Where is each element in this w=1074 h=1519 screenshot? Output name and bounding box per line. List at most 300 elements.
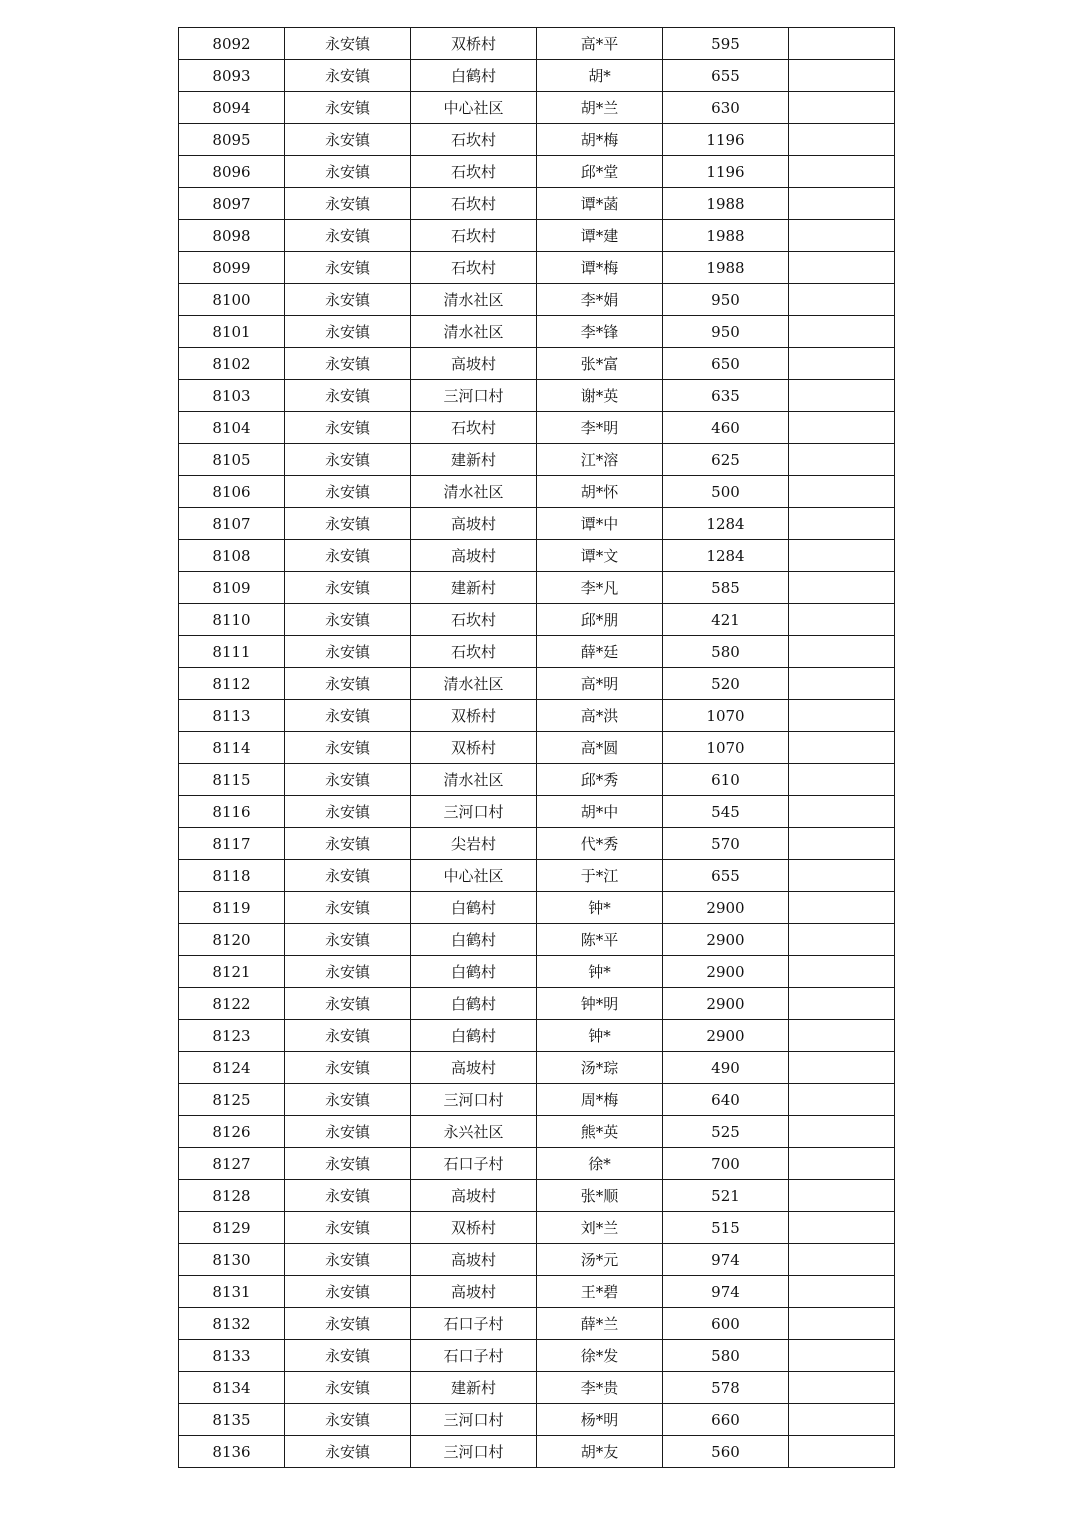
amount-cell: 1988	[663, 188, 789, 220]
table-row	[179, 1372, 895, 1404]
remark-cell	[789, 60, 895, 92]
table-row	[179, 348, 895, 380]
serial-number-cell: 8111	[179, 636, 285, 668]
town-cell: 永安镇	[285, 380, 411, 412]
village-cell: 石坎村	[411, 636, 537, 668]
name-cell: 杨*明	[537, 1404, 663, 1436]
remark-cell	[789, 508, 895, 540]
name-cell: 熊*英	[537, 1116, 663, 1148]
name-cell: 胡*兰	[537, 92, 663, 124]
town-cell: 永安镇	[285, 508, 411, 540]
village-cell: 双桥村	[411, 732, 537, 764]
name-cell: 刘*兰	[537, 1212, 663, 1244]
amount-cell: 640	[663, 1084, 789, 1116]
town-cell: 永安镇	[285, 1372, 411, 1404]
table-row	[179, 956, 895, 988]
serial-number-cell: 8109	[179, 572, 285, 604]
amount-cell: 655	[663, 860, 789, 892]
serial-number-cell: 8129	[179, 1212, 285, 1244]
serial-number-cell: 8131	[179, 1276, 285, 1308]
remark-cell	[789, 1436, 895, 1468]
name-cell: 张*富	[537, 348, 663, 380]
serial-number-cell: 8092	[179, 28, 285, 60]
remark-cell	[789, 92, 895, 124]
town-cell: 永安镇	[285, 60, 411, 92]
amount-cell: 521	[663, 1180, 789, 1212]
amount-cell: 700	[663, 1148, 789, 1180]
serial-number-cell: 8130	[179, 1244, 285, 1276]
remark-cell	[789, 1308, 895, 1340]
name-cell: 江*溶	[537, 444, 663, 476]
table-row	[179, 284, 895, 316]
town-cell: 永安镇	[285, 124, 411, 156]
serial-number-cell: 8110	[179, 604, 285, 636]
village-cell: 中心社区	[411, 860, 537, 892]
town-cell: 永安镇	[285, 540, 411, 572]
town-cell: 永安镇	[285, 1244, 411, 1276]
serial-number-cell: 8133	[179, 1340, 285, 1372]
serial-number-cell: 8120	[179, 924, 285, 956]
village-cell: 三河口村	[411, 1436, 537, 1468]
remark-cell	[789, 956, 895, 988]
town-cell: 永安镇	[285, 956, 411, 988]
table-row	[179, 892, 895, 924]
remark-cell	[789, 540, 895, 572]
name-cell: 胡*中	[537, 796, 663, 828]
remark-cell	[789, 860, 895, 892]
table-body	[179, 28, 895, 1468]
remark-cell	[789, 892, 895, 924]
name-cell: 高*平	[537, 28, 663, 60]
name-cell: 李*娟	[537, 284, 663, 316]
amount-cell: 1070	[663, 732, 789, 764]
table-row	[179, 380, 895, 412]
town-cell: 永安镇	[285, 1180, 411, 1212]
village-cell: 白鹤村	[411, 60, 537, 92]
table-row	[179, 1020, 895, 1052]
serial-number-cell: 8113	[179, 700, 285, 732]
town-cell: 永安镇	[285, 1340, 411, 1372]
remark-cell	[789, 1052, 895, 1084]
name-cell: 胡*友	[537, 1436, 663, 1468]
town-cell: 永安镇	[285, 284, 411, 316]
remark-cell	[789, 636, 895, 668]
remark-cell	[789, 316, 895, 348]
amount-cell: 600	[663, 1308, 789, 1340]
village-cell: 清水社区	[411, 476, 537, 508]
remark-cell	[789, 700, 895, 732]
remark-cell	[789, 1084, 895, 1116]
remark-cell	[789, 412, 895, 444]
serial-number-cell: 8126	[179, 1116, 285, 1148]
table-row	[179, 60, 895, 92]
village-cell: 高坡村	[411, 1276, 537, 1308]
remark-cell	[789, 1340, 895, 1372]
remark-cell	[789, 1180, 895, 1212]
amount-cell: 610	[663, 764, 789, 796]
village-cell: 双桥村	[411, 1212, 537, 1244]
village-cell: 双桥村	[411, 700, 537, 732]
village-cell: 石坎村	[411, 156, 537, 188]
town-cell: 永安镇	[285, 988, 411, 1020]
table-row	[179, 1276, 895, 1308]
village-cell: 三河口村	[411, 1404, 537, 1436]
name-cell: 徐*	[537, 1148, 663, 1180]
table-row	[179, 1308, 895, 1340]
data-table	[178, 27, 895, 1468]
serial-number-cell: 8094	[179, 92, 285, 124]
amount-cell: 578	[663, 1372, 789, 1404]
village-cell: 石口子村	[411, 1340, 537, 1372]
remark-cell	[789, 1404, 895, 1436]
town-cell: 永安镇	[285, 1116, 411, 1148]
table-row	[179, 252, 895, 284]
town-cell: 永安镇	[285, 252, 411, 284]
serial-number-cell: 8121	[179, 956, 285, 988]
table-row	[179, 92, 895, 124]
serial-number-cell: 8104	[179, 412, 285, 444]
town-cell: 永安镇	[285, 1308, 411, 1340]
village-cell: 高坡村	[411, 1052, 537, 1084]
town-cell: 永安镇	[285, 668, 411, 700]
village-cell: 清水社区	[411, 316, 537, 348]
serial-number-cell: 8093	[179, 60, 285, 92]
table-row	[179, 988, 895, 1020]
table-row	[179, 668, 895, 700]
village-cell: 高坡村	[411, 508, 537, 540]
village-cell: 建新村	[411, 1372, 537, 1404]
table-row	[179, 1116, 895, 1148]
town-cell: 永安镇	[285, 828, 411, 860]
serial-number-cell: 8114	[179, 732, 285, 764]
name-cell: 钟*明	[537, 988, 663, 1020]
village-cell: 建新村	[411, 572, 537, 604]
amount-cell: 660	[663, 1404, 789, 1436]
name-cell: 谭*中	[537, 508, 663, 540]
amount-cell: 525	[663, 1116, 789, 1148]
town-cell: 永安镇	[285, 764, 411, 796]
name-cell: 高*明	[537, 668, 663, 700]
village-cell: 三河口村	[411, 796, 537, 828]
table-row	[179, 924, 895, 956]
village-cell: 石口子村	[411, 1308, 537, 1340]
town-cell: 永安镇	[285, 28, 411, 60]
serial-number-cell: 8135	[179, 1404, 285, 1436]
amount-cell: 650	[663, 348, 789, 380]
town-cell: 永安镇	[285, 1436, 411, 1468]
serial-number-cell: 8097	[179, 188, 285, 220]
table-row	[179, 828, 895, 860]
remark-cell	[789, 444, 895, 476]
serial-number-cell: 8100	[179, 284, 285, 316]
remark-cell	[789, 988, 895, 1020]
serial-number-cell: 8123	[179, 1020, 285, 1052]
amount-cell: 460	[663, 412, 789, 444]
village-cell: 高坡村	[411, 1180, 537, 1212]
town-cell: 永安镇	[285, 860, 411, 892]
remark-cell	[789, 476, 895, 508]
serial-number-cell: 8117	[179, 828, 285, 860]
name-cell: 谭*建	[537, 220, 663, 252]
village-cell: 石坎村	[411, 412, 537, 444]
serial-number-cell: 8095	[179, 124, 285, 156]
name-cell: 薛*兰	[537, 1308, 663, 1340]
village-cell: 高坡村	[411, 348, 537, 380]
table-row	[179, 444, 895, 476]
remark-cell	[789, 252, 895, 284]
remark-cell	[789, 732, 895, 764]
name-cell: 邱*秀	[537, 764, 663, 796]
village-cell: 白鹤村	[411, 1020, 537, 1052]
name-cell: 陈*平	[537, 924, 663, 956]
serial-number-cell: 8096	[179, 156, 285, 188]
remark-cell	[789, 764, 895, 796]
name-cell: 钟*	[537, 1020, 663, 1052]
amount-cell: 625	[663, 444, 789, 476]
remark-cell	[789, 1372, 895, 1404]
amount-cell: 2900	[663, 956, 789, 988]
town-cell: 永安镇	[285, 1052, 411, 1084]
remark-cell	[789, 220, 895, 252]
table-row	[179, 860, 895, 892]
name-cell: 李*明	[537, 412, 663, 444]
village-cell: 高坡村	[411, 540, 537, 572]
table-row	[179, 188, 895, 220]
serial-number-cell: 8101	[179, 316, 285, 348]
town-cell: 永安镇	[285, 636, 411, 668]
name-cell: 汤*琮	[537, 1052, 663, 1084]
table-row	[179, 1052, 895, 1084]
name-cell: 谭*菡	[537, 188, 663, 220]
village-cell: 石坎村	[411, 124, 537, 156]
name-cell: 高*圆	[537, 732, 663, 764]
name-cell: 谭*文	[537, 540, 663, 572]
table-row	[179, 476, 895, 508]
table-row	[179, 316, 895, 348]
name-cell: 谢*英	[537, 380, 663, 412]
serial-number-cell: 8106	[179, 476, 285, 508]
amount-cell: 655	[663, 60, 789, 92]
village-cell: 清水社区	[411, 284, 537, 316]
table-row	[179, 700, 895, 732]
serial-number-cell: 8112	[179, 668, 285, 700]
amount-cell: 580	[663, 636, 789, 668]
village-cell: 石坎村	[411, 252, 537, 284]
table-row	[179, 732, 895, 764]
amount-cell: 545	[663, 796, 789, 828]
serial-number-cell: 8107	[179, 508, 285, 540]
town-cell: 永安镇	[285, 92, 411, 124]
village-cell: 石坎村	[411, 188, 537, 220]
serial-number-cell: 8124	[179, 1052, 285, 1084]
village-cell: 三河口村	[411, 380, 537, 412]
serial-number-cell: 8098	[179, 220, 285, 252]
remark-cell	[789, 924, 895, 956]
village-cell: 高坡村	[411, 1244, 537, 1276]
town-cell: 永安镇	[285, 924, 411, 956]
amount-cell: 580	[663, 1340, 789, 1372]
serial-number-cell: 8115	[179, 764, 285, 796]
name-cell: 张*顺	[537, 1180, 663, 1212]
town-cell: 永安镇	[285, 1020, 411, 1052]
village-cell: 清水社区	[411, 764, 537, 796]
serial-number-cell: 8103	[179, 380, 285, 412]
table-row	[179, 796, 895, 828]
table-row	[179, 1180, 895, 1212]
amount-cell: 520	[663, 668, 789, 700]
town-cell: 永安镇	[285, 732, 411, 764]
village-cell: 清水社区	[411, 668, 537, 700]
town-cell: 永安镇	[285, 220, 411, 252]
table-row	[179, 1436, 895, 1468]
serial-number-cell: 8119	[179, 892, 285, 924]
amount-cell: 635	[663, 380, 789, 412]
town-cell: 永安镇	[285, 1404, 411, 1436]
table-row	[179, 28, 895, 60]
name-cell: 汤*元	[537, 1244, 663, 1276]
remark-cell	[789, 188, 895, 220]
serial-number-cell: 8132	[179, 1308, 285, 1340]
remark-cell	[789, 380, 895, 412]
name-cell: 钟*	[537, 892, 663, 924]
serial-number-cell: 8102	[179, 348, 285, 380]
name-cell: 胡*	[537, 60, 663, 92]
amount-cell: 630	[663, 92, 789, 124]
serial-number-cell: 8099	[179, 252, 285, 284]
remark-cell	[789, 828, 895, 860]
name-cell: 李*锋	[537, 316, 663, 348]
name-cell: 邱*朋	[537, 604, 663, 636]
amount-cell: 570	[663, 828, 789, 860]
amount-cell: 490	[663, 1052, 789, 1084]
table-row	[179, 1340, 895, 1372]
remark-cell	[789, 1116, 895, 1148]
town-cell: 永安镇	[285, 892, 411, 924]
name-cell: 胡*梅	[537, 124, 663, 156]
table-row	[179, 412, 895, 444]
amount-cell: 585	[663, 572, 789, 604]
amount-cell: 560	[663, 1436, 789, 1468]
amount-cell: 1196	[663, 124, 789, 156]
name-cell: 李*贵	[537, 1372, 663, 1404]
town-cell: 永安镇	[285, 348, 411, 380]
serial-number-cell: 8118	[179, 860, 285, 892]
amount-cell: 1988	[663, 252, 789, 284]
amount-cell: 2900	[663, 988, 789, 1020]
town-cell: 永安镇	[285, 188, 411, 220]
table-row	[179, 572, 895, 604]
town-cell: 永安镇	[285, 1276, 411, 1308]
remark-cell	[789, 1020, 895, 1052]
table-row	[179, 540, 895, 572]
amount-cell: 1070	[663, 700, 789, 732]
table-row	[179, 508, 895, 540]
amount-cell: 974	[663, 1244, 789, 1276]
amount-cell: 950	[663, 284, 789, 316]
name-cell: 胡*怀	[537, 476, 663, 508]
serial-number-cell: 8105	[179, 444, 285, 476]
amount-cell: 500	[663, 476, 789, 508]
village-cell: 尖岩村	[411, 828, 537, 860]
table-row	[179, 1244, 895, 1276]
name-cell: 于*江	[537, 860, 663, 892]
name-cell: 谭*梅	[537, 252, 663, 284]
town-cell: 永安镇	[285, 316, 411, 348]
amount-cell: 950	[663, 316, 789, 348]
amount-cell: 515	[663, 1212, 789, 1244]
amount-cell: 2900	[663, 892, 789, 924]
town-cell: 永安镇	[285, 1148, 411, 1180]
remark-cell	[789, 348, 895, 380]
amount-cell: 595	[663, 28, 789, 60]
table-row	[179, 764, 895, 796]
remark-cell	[789, 1212, 895, 1244]
amount-cell: 2900	[663, 924, 789, 956]
name-cell: 徐*发	[537, 1340, 663, 1372]
name-cell: 代*秀	[537, 828, 663, 860]
table-row	[179, 604, 895, 636]
name-cell: 李*凡	[537, 572, 663, 604]
name-cell: 高*洪	[537, 700, 663, 732]
town-cell: 永安镇	[285, 476, 411, 508]
town-cell: 永安镇	[285, 796, 411, 828]
amount-cell: 1988	[663, 220, 789, 252]
table-row	[179, 1212, 895, 1244]
town-cell: 永安镇	[285, 604, 411, 636]
remark-cell	[789, 156, 895, 188]
name-cell: 周*梅	[537, 1084, 663, 1116]
village-cell: 建新村	[411, 444, 537, 476]
town-cell: 永安镇	[285, 412, 411, 444]
serial-number-cell: 8127	[179, 1148, 285, 1180]
name-cell: 薛*廷	[537, 636, 663, 668]
remark-cell	[789, 284, 895, 316]
town-cell: 永安镇	[285, 444, 411, 476]
amount-cell: 974	[663, 1276, 789, 1308]
remark-cell	[789, 124, 895, 156]
town-cell: 永安镇	[285, 572, 411, 604]
amount-cell: 1284	[663, 508, 789, 540]
amount-cell: 1196	[663, 156, 789, 188]
table-row	[179, 1148, 895, 1180]
serial-number-cell: 8122	[179, 988, 285, 1020]
remark-cell	[789, 668, 895, 700]
amount-cell: 2900	[663, 1020, 789, 1052]
table-row	[179, 220, 895, 252]
remark-cell	[789, 1244, 895, 1276]
remark-cell	[789, 796, 895, 828]
serial-number-cell: 8134	[179, 1372, 285, 1404]
table-row	[179, 636, 895, 668]
amount-cell: 421	[663, 604, 789, 636]
remark-cell	[789, 1276, 895, 1308]
name-cell: 钟*	[537, 956, 663, 988]
town-cell: 永安镇	[285, 700, 411, 732]
serial-number-cell: 8108	[179, 540, 285, 572]
village-cell: 石坎村	[411, 604, 537, 636]
name-cell: 邱*堂	[537, 156, 663, 188]
village-cell: 石口子村	[411, 1148, 537, 1180]
remark-cell	[789, 1148, 895, 1180]
town-cell: 永安镇	[285, 156, 411, 188]
table-row	[179, 124, 895, 156]
table-row	[179, 1404, 895, 1436]
remark-cell	[789, 28, 895, 60]
serial-number-cell: 8116	[179, 796, 285, 828]
town-cell: 永安镇	[285, 1084, 411, 1116]
village-cell: 白鹤村	[411, 924, 537, 956]
village-cell: 三河口村	[411, 1084, 537, 1116]
